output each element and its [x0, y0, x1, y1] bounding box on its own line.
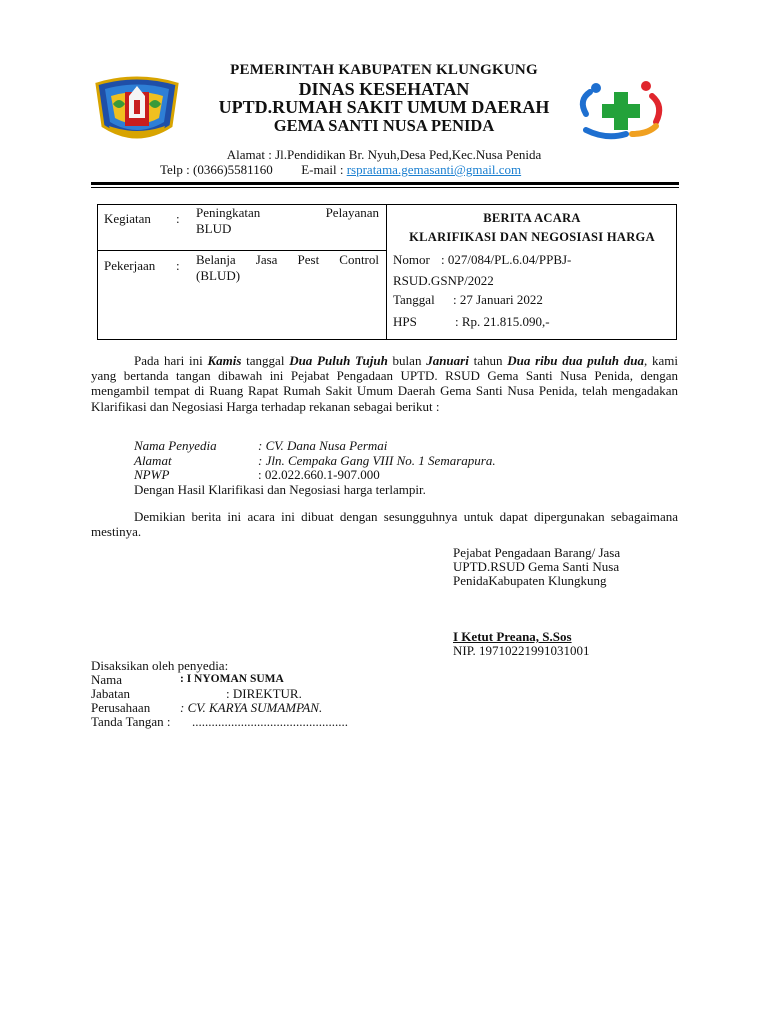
- witness-jabatan-value: : DIREKTUR.: [226, 686, 302, 701]
- witness-perusahaan-value: : CV. KARYA SUMAMPAN.: [180, 700, 323, 715]
- witness-nama-label: Nama: [91, 672, 123, 687]
- hps-label: HPS: [393, 314, 417, 329]
- closing-paragraph: Demikian berita ini acara ini dibuat dengan sesungguhnya untuk dapat dipergunakan sebagaimana mestinya.: [91, 509, 678, 540]
- p1-text-c: bulan: [387, 353, 427, 368]
- p1-date: Dua Puluh Tujuh: [289, 353, 388, 368]
- signer-nip: NIP. 19710221991031001: [453, 643, 590, 658]
- nomor-label: Nomor: [393, 252, 430, 267]
- kegiatan-value-line2: BLUD: [196, 221, 232, 236]
- p1-year: Dua ribu dua puluh dua: [507, 353, 645, 368]
- p1-text-a: Pada hari ini: [134, 353, 208, 368]
- header-government: PEMERINTAH KABUPATEN KLUNGKUNG: [230, 62, 538, 78]
- document-subtitle: KLARIFIKASI DAN NEGOSIASI HARGA: [409, 230, 655, 244]
- header-rule-thin: [91, 187, 679, 188]
- penyedia-value: : CV. Dana Nusa Permai: [258, 438, 388, 453]
- header-rule-thick: [91, 182, 679, 185]
- alamat-label: Alamat: [134, 453, 172, 468]
- signer-name: I Ketut Preana, S.Sos: [453, 629, 572, 644]
- kegiatan-value-line1: Peningkatan Pelayanan: [196, 205, 379, 220]
- npwp-value: : 02.022.660.1-907.000: [258, 467, 380, 482]
- signer-title-line1: Pejabat Pengadaan Barang/ Jasa: [453, 545, 621, 560]
- header-address: Alamat : Jl.Pendidikan Br. Nyuh,Desa Ped,Kec.Nusa Penida: [226, 147, 542, 162]
- header-hospital-name: GEMA SANTI NUSA PENIDA: [273, 116, 495, 135]
- kegiatan-label: Kegiatan: [104, 211, 151, 226]
- nomor-value-line2: RSUD.GSNP/2022: [393, 273, 494, 288]
- opening-paragraph: [91, 353, 678, 414]
- pekerjaan-value-line2: (BLUD): [196, 268, 241, 283]
- witness-ttd-label: Tanda Tangan :: [91, 714, 171, 729]
- info-table: [97, 204, 677, 340]
- p1-text-d: tahun: [468, 353, 508, 368]
- signer-title-line3: PenidaKabupaten Klungkung: [453, 573, 607, 588]
- hasil-text: Dengan Hasil Klarifikasi dan Negosiasi harga terlampir.: [134, 482, 426, 497]
- pekerjaan-value-line1: Belanja Jasa Pest Control: [196, 252, 379, 267]
- table-divider-horizontal: [98, 250, 386, 251]
- header-telp: Telp : (0366)5581160: [160, 162, 273, 177]
- tanggal-value: : 27 Januari 2022: [453, 292, 543, 307]
- nomor-value-line1: : 027/084/PL.6.04/PPBJ-: [441, 252, 572, 267]
- p1-day: Kamis: [207, 353, 242, 368]
- kegiatan-colon: :: [176, 211, 180, 226]
- witness-jabatan-label: Jabatan: [91, 686, 130, 701]
- header-department: DINAS KESEHATAN: [298, 79, 470, 99]
- pekerjaan-colon: :: [176, 258, 180, 273]
- pekerjaan-label: Pekerjaan: [104, 258, 156, 273]
- witness-perusahaan-label: Perusahaan: [91, 700, 151, 715]
- witness-ttd-line: ................................................: [192, 714, 348, 729]
- p1-month: Januari: [426, 353, 469, 368]
- alamat-value: : Jln. Cempaka Gang VIII No. 1 Semarapura.: [258, 453, 496, 468]
- witness-title: Disaksikan oleh penyedia:: [91, 658, 229, 673]
- header-email-label: E-mail :: [301, 162, 344, 177]
- p1-text-e: , kami yang bertanda tangan dibawah ini Pejabat Pengadaan UPTD. RSUD Gema Santi Nusa Penida, dengan mengambil tempat di Ruang Rapat Rumah Sakit Umum Daerah Gema Santi Nusa Penida, telah mengadakan Klarifikasi dan Negosiasi Harga terhadap rekanan sebagai berikut :: [91, 353, 679, 414]
- header-email-link[interactable]: rspratama.gemasanti@gmail.com: [346, 162, 522, 177]
- document-title: BERITA ACARA: [483, 211, 581, 225]
- header-institution: UPTD.RUMAH SAKIT UMUM DAERAH: [218, 97, 550, 117]
- witness-nama-value: : I NYOMAN SUMA: [180, 673, 284, 685]
- hps-value: : Rp. 21.815.090,-: [455, 314, 550, 329]
- p1-text-b: tanggal: [241, 353, 290, 368]
- tanggal-label: Tanggal: [393, 292, 435, 307]
- signer-title-line2: UPTD.RSUD Gema Santi Nusa: [453, 559, 620, 574]
- npwp-label: NPWP: [134, 467, 170, 482]
- penyedia-label: Nama Penyedia: [134, 438, 217, 453]
- header-contact: [160, 162, 521, 178]
